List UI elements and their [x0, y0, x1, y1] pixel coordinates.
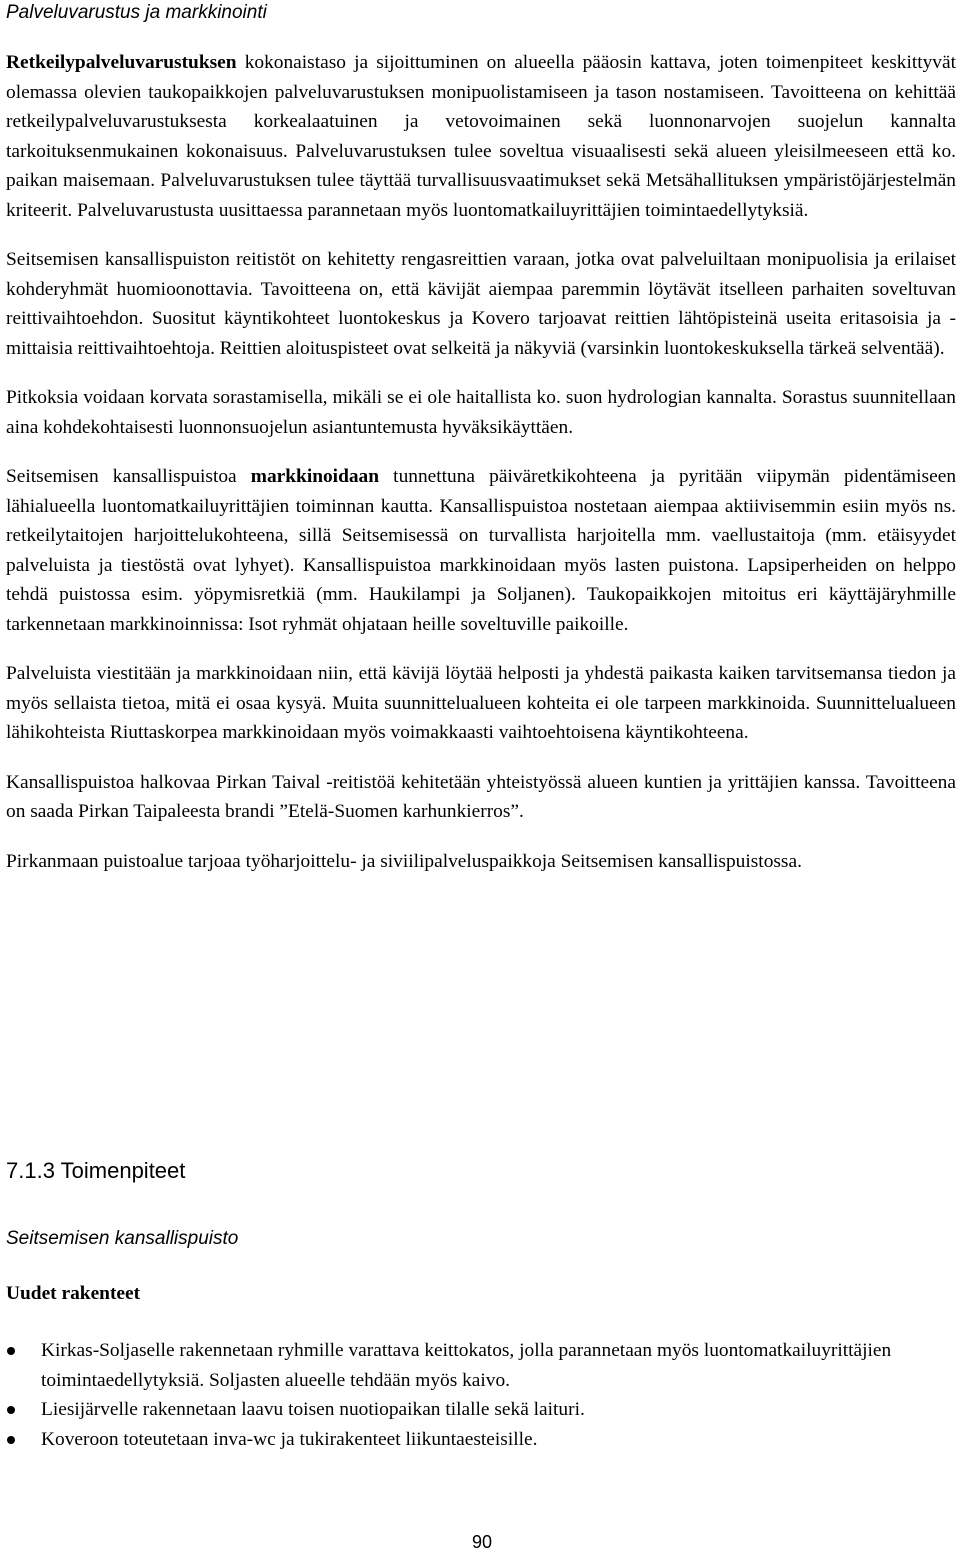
list-item-text: Liesijärvelle rakennetaan laavu toisen nuotiopaikan tilalle sekä laituri. — [41, 1399, 585, 1420]
list-item-text: Kirkas-Soljaselle rakennetaan ryhmille varattava keittokatos, jolla parannetaan myös luontomatkailuyrittäjien toimintaedellytyksiä. Soljasten alueelle tehdään myös kaivo. — [41, 1340, 892, 1391]
paragraph-service-equipment — [6, 48, 956, 225]
list-item — [6, 1395, 956, 1425]
list-item-text: Koveroon toteutetaan inva-wc ja tukirakenteet liikuntaesteisille. — [41, 1428, 538, 1450]
bullet-list — [6, 1336, 956, 1454]
paragraph-marketing — [6, 462, 956, 639]
paragraph-duckboards: Pitkoksia voidaan korvata sorastamisella, mikäli se ei ole haitallista ko. suon hydrologian kannalta. Sorastus suunnitellaan aina kohdekohtaisesti luonnonsuojelun asiantuntemusta hyväksikäyttäen. — [6, 387, 956, 438]
list-item — [6, 1336, 956, 1395]
bullet-icon — [7, 1436, 15, 1444]
group-heading: Uudet rakenteet — [6, 1283, 141, 1304]
body-text — [6, 48, 956, 896]
paragraph-internships: Pirkanmaan puistoalue tarjoaa työharjoittelu- ja siviilipalveluspaikkoja Seitsemisen kansallispuistossa. — [6, 850, 802, 872]
list-item — [6, 1425, 956, 1455]
paragraph-communication: Palveluista viestitään ja markkinoidaan niin, että kävijä löytää helposti ja yhdestä paikasta kaiken tarvitsemansa tiedon ja myös sellaista tietoa, mitä ei osaa kysyä. Muita suunnittelualueen kohteita ei ole tarpeen markkinoida. Suunnittelualueen lähikohteista Riuttaskorpea markkinoidaan myös voimakkaasti vaihtoehtoisena käyntikohteena. — [6, 663, 956, 743]
paragraph-text: tunnettuna päiväretkikohteena ja pyritään viipymän pidentämiseen lähialueella luontomatkailuyrittäjien toiminnan kautta. Kansallispuistoa nostetaan aiempaa aktiivisemmin esiin myös ns. retkeilytaitojen harjoittelukohteena, sillä Seitsemisessä on turvallista harjoitella mm. vaellustaitoja (mm. etäisyydet palveluista ja tiestöstä ovat lyhyet). Kansallispuistoa markkinoidaan myös lasten puistona. Lapsiperheiden on helppo tehdä puistossa esim. yöpymisretkiä (mm. Haukilampi ja Soljanen). Taukopaikkojen mitoitus eri käyttäjäryhmille tarkennetaan markkinoinnissa: Isot ryhmät ohjataan heille soveltuville paikoille. — [6, 466, 957, 635]
subsubsection-heading: Seitsemisen kansallispuisto — [6, 1228, 239, 1249]
bullet-icon — [7, 1406, 15, 1414]
paragraph-pirkan-taival: Kansallispuistoa halkovaa Pirkan Taival -reitistöä kehitetään yhteistyössä alueen kuntien ja yrittäjien kanssa. Tavoitteena on saada Pirkan Taipaleesta brandi ”Etelä-Suomen karhunkierros”. — [6, 771, 956, 822]
section-title: Palveluvarustus ja markkinointi — [6, 2, 267, 23]
paragraph-text: Seitsemisen kansallispuistoa — [6, 466, 251, 487]
paragraph-trails: Seitsemisen kansallispuiston reitistöt on kehitetty rengasreittien varaan, jotka ovat palveluiltaan monipuolisia ja erilaiset kohderyhmät huomioonottavia. Tavoitteena on, että kävijät aiempaa paremmin löytävät itselleen parhaiten soveltuvan reittivaihtoehdon. Suositut käyntikohteet luontokeskus ja Kovero tarjoavat reittien lähtöpisteinä useita eritasoisia ja -mittaisia reittivaihtoehtoja. Reittien aloituspisteet ovat selkeitä ja näkyviä (varsinkin luontokeskuksella tärkeä selventää). — [6, 249, 956, 359]
subsection-heading: 7.1.3 Toimenpiteet — [6, 1158, 186, 1183]
bold-term: markkinoidaan — [250, 466, 380, 487]
bullet-icon — [7, 1347, 15, 1355]
paragraph-text: kokonaistaso ja sijoittuminen on alueella pääosin kattava, joten toimenpiteet keskittyvät olemassa olevien taukopaikkojen palveluvarustuksen monipuolistamiseen ja tason nostamiseen. Tavoitteena on kehittää retkeilypalveluvarustuksesta korkealaatuinen ja vetovoimainen sekä luonnonarvojen suojelun kannalta tarkoituksenmukainen kokonaisuus. Palveluvarustuksen tulee soveltua visuaalisesti sekä alueen yleisilmeeseen että ko. paikan maisemaan. Palveluvarustuksen tulee täyttää turvallisuusvaatimukset sekä Metsähallituksen ympäristöjärjestelmän kriteerit. Palveluvarustusta uusittaessa parannetaan myös luontomatkailuyrittäjien toimintaedellytyksiä. — [6, 52, 956, 221]
page-number: 90 — [472, 1532, 493, 1552]
bold-lead-term: Retkeilypalveluvarustuksen — [6, 52, 237, 73]
